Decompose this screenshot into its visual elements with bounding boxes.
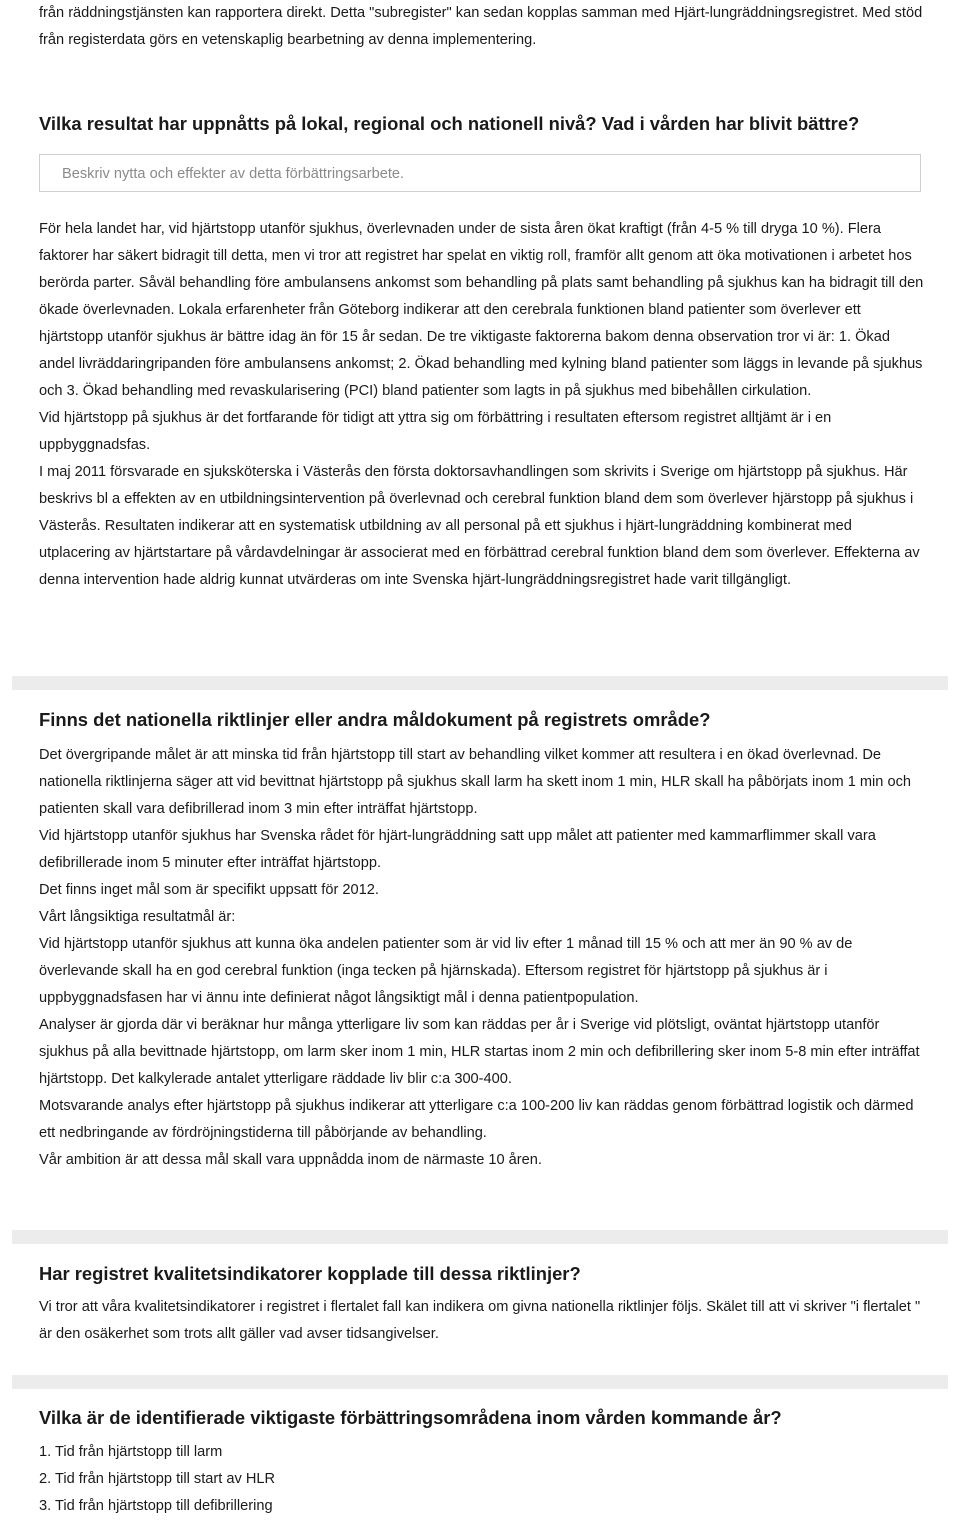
section-divider <box>12 676 948 690</box>
improvements-list <box>39 1439 924 1520</box>
list-item: 1. Tid från hjärtstopp till larm <box>39 1444 223 1460</box>
guidelines-paragraph-1: Det övergripande målet är att minska tid från hjärtstopp till start av behandling vilket kommer att resultera i en ökad överlevnad. De nationella riktlinjerna säger att vid bevittnat hjärtstopp på sjukhus skall larm ha skett inom 1 min, HLR skall ha påbörjats inom 1 min och patienten skall vara defibrillerad inom 3 min efter inträffat hjärtstopp. <box>39 747 911 817</box>
guidelines-paragraph-5: Vid hjärtstopp utanför sjukhus att kunna öka andelen patienter som är vid liv efter 1 månad till 15 % och att mer än 90 % av de överlevande skall ha en god cerebral funktion (inga tecken på hjärnskada). Eftersom registret för hjärtstopp på sjukhus är i uppbyggnadsfasen har vi ännu inte definierat något långsiktigt mål i denna patientpopulation. <box>39 936 853 1006</box>
guidelines-paragraph-2: Vid hjärtstopp utanför sjukhus har Svenska rådet för hjärt-lungräddning satt upp målet att patienter med kammarflimmer skall vara defibrillerade inom 5 minuter efter inträffat hjärtstopp. <box>39 828 876 871</box>
guidelines-answer <box>39 742 924 1174</box>
results-hint-text: Beskriv nytta och effekter av detta förbättringsarbete. <box>62 166 405 182</box>
results-question: Vilka resultat har uppnåtts på lokal, regional och nationell nivå? Vad i vården har blivit bättre? <box>39 113 860 134</box>
guidelines-paragraph-6: Analyser är gjorda där vi beräknar hur många ytterligare liv som kan räddas per år i Sverige vid plötsligt, oväntat hjärtstopp utanför sjukhus på alla bevittnade hjärtstopp, om larm sker inom 1 min, HLR startas inom 2 min och defibrillering sker inom 5-8 min efter inträffat hjärtstopp. Det kalkylerade antalet ytterligare räddade liv blir c:a 300-400. <box>39 1017 920 1087</box>
results-paragraph-1: För hela landet har, vid hjärtstopp utanför sjukhus, överlevnaden under de sista åren ökat kraftigt (från 4-5 % till dryga 10 %). Flera faktorer har säkert bidragit till detta, men vi tror att registret har spelat en viktig roll, framför allt genom att öka motivationen i arbetet hos berörda parter. Såväl behandling före ambulansens ankomst som behandling på plats samt behandling på sjukhus kan ha bidragit till den ökade överlevnaden. Lokala erfarenheter från Göteborg indikerar att den cerebrala funktionen bland patienter som överlever ett hjärtstopp utanför sjukhus är bättre idag än för 15 år sedan. De tre viktigaste faktorerna bakom denna observation tror vi är: 1. Ökad andel livräddaringripanden före ambulansens ankomst; 2. Ökad behandling med kylning bland patienter som läggs in levande på sjukhus och 3. Ökad behandling med revaskularisering (PCI) bland patienter som lagts in på sjukhus med bibehållen cirkulation. <box>39 221 924 399</box>
results-hint-box <box>39 154 921 192</box>
guidelines-paragraph-7: Motsvarande analys efter hjärtstopp på sjukhus indikerar att ytterligare c:a 100-200 liv kan räddas genom förbättrad logistik och därmed ett nedbringande av fördröjningstiderna till påbörjande av behandling. <box>39 1098 914 1141</box>
list-item: 2. Tid från hjärtstopp till start av HLR <box>39 1471 276 1487</box>
section-divider <box>12 1375 948 1389</box>
improvements-question: Vilka är de identifierade viktigaste förbättringsområdena inom vården kommande år? <box>39 1407 782 1428</box>
indicators-question: Har registret kvalitetsindikatorer kopplade till dessa riktlinjer? <box>39 1263 581 1284</box>
guidelines-paragraph-4: Vårt långsiktiga resultatmål är: <box>39 909 236 925</box>
guidelines-paragraph-8: Vår ambition är att dessa mål skall vara uppnådda inom de närmaste 10 åren. <box>39 1152 542 1168</box>
guidelines-paragraph-3: Det finns inget mål som är specifikt uppsatt för 2012. <box>39 882 379 898</box>
list-item: 3. Tid från hjärtstopp till defibrillering <box>39 1498 273 1514</box>
intro-block <box>39 0 924 54</box>
indicators-answer <box>39 1294 924 1348</box>
section-divider <box>12 1230 948 1244</box>
results-answer <box>39 216 924 594</box>
results-paragraph-3: I maj 2011 försvarade en sjuksköterska i Västerås den första doktorsavhandlingen som skrivits i Sverige om hjärtstopp på sjukhus. Här beskrivs bl a effekten av en utbildningsintervention på överlevnad och cerebral funktion bland dem som överlever hjärstopp på sjukhus i Västerås. Resultaten indikerar att en systematisk utbildning av all personal på ett sjukhus i hjärt-lungräddning kombinerat med utplacering av hjärtstartare på vårdavdelningar är associerat med en förbättrad cerebral funktion bland dem som överlever. Effekterna av denna intervention hade aldrig kunnat utvärderas om inte Svenska hjärt-lungräddningsregistret hade varit tillgängligt. <box>39 464 920 588</box>
improvements-answer <box>39 1439 924 1520</box>
guidelines-question: Finns det nationella riktlinjer eller andra måldokument på registrets område? <box>39 709 711 730</box>
results-paragraph-2: Vid hjärtstopp på sjukhus är det fortfarande för tidigt att yttra sig om förbättring i resultaten eftersom registret alltjämt är i en uppbyggnadsfas. <box>39 410 832 453</box>
indicators-paragraph-1: Vi tror att våra kvalitetsindikatorer i registret i flertalet fall kan indikera om givna nationella riktlinjer följs. Skälet till att vi skriver "i flertalet " är den osäkerhet som trots allt gäller vad avser tidsangivelser. <box>39 1299 921 1342</box>
intro-paragraph: från räddningstjänsten kan rapportera direkt. Detta "subregister" kan sedan kopplas samman med Hjärt-lungräddningsregistret. Med stöd från registerdata görs en vetenskaplig bearbetning av denna implementering. <box>39 5 923 48</box>
